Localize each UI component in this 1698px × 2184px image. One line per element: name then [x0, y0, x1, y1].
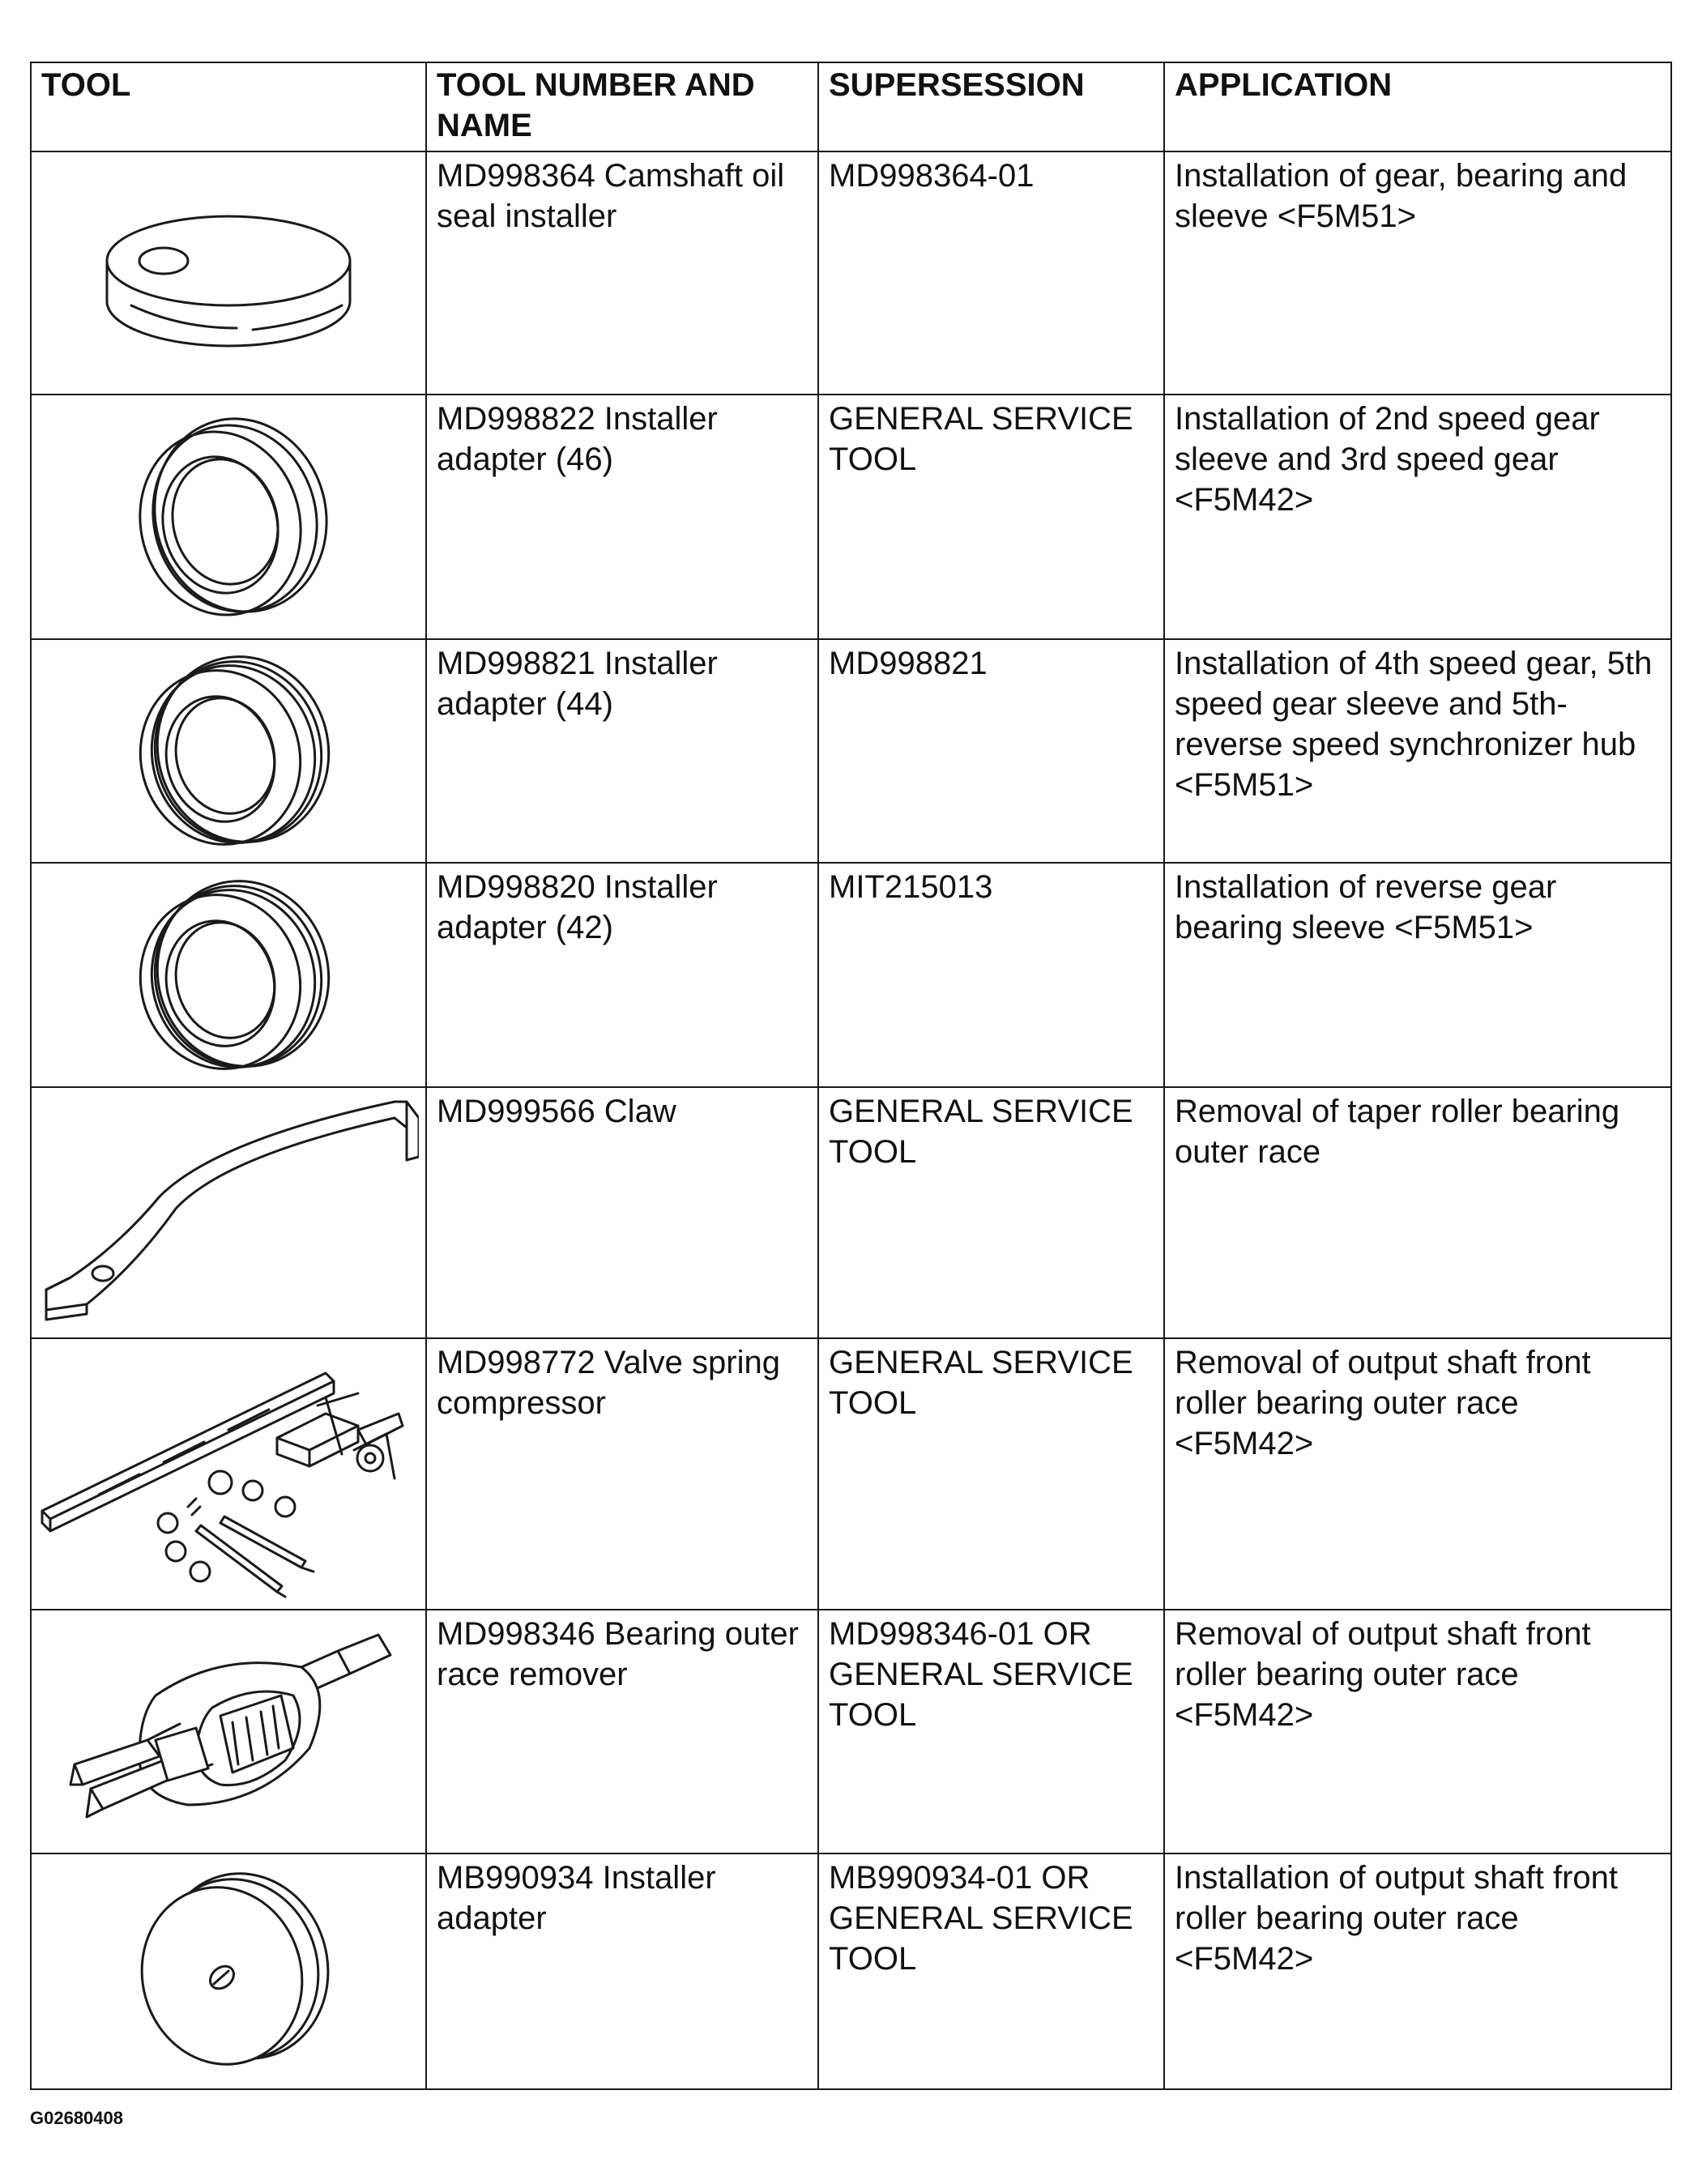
oil-seal-installer-icon: [83, 184, 374, 362]
header-tool-number-name: TOOL NUMBER AND NAME: [426, 62, 818, 151]
figure-id: G02680408: [30, 2108, 123, 2128]
table-row: [31, 639, 1671, 863]
application: Installation of 4th speed gear, 5th speed gear sleeve and 5th-reverse speed synchronizer hub <F5M51>: [1164, 639, 1671, 863]
header-application: APPLICATION: [1164, 62, 1671, 151]
tool-image-cell: [31, 1087, 426, 1338]
tool-number-name: MD998820 Installer adapter (42): [426, 863, 818, 1087]
tool-image-cell: [31, 395, 426, 639]
application: Installation of reverse gear bearing sleeve <F5M51>: [1164, 863, 1671, 1087]
valve-spring-compressor-icon: [34, 1349, 423, 1600]
installer-adapter-46-icon: [107, 403, 350, 630]
application: Removal of output shaft front roller bearing outer race <F5M42>: [1164, 1338, 1671, 1610]
table-row: [31, 1338, 1671, 1610]
supersession: MIT215013: [818, 863, 1164, 1087]
special-tools-table: [30, 62, 1672, 2090]
supersession: GENERAL SERVICE TOOL: [818, 1087, 1164, 1338]
table-row: [31, 395, 1671, 639]
header-row: [31, 62, 1671, 151]
table-row: [31, 1087, 1671, 1338]
supersession: MD998364-01: [818, 151, 1164, 395]
tool-number-name: MD998772 Valve spring compressor: [426, 1338, 818, 1610]
table-row: [31, 151, 1671, 395]
installer-adapter-42-icon: [107, 870, 350, 1081]
application: Installation of output shaft front roller bearing outer race <F5M42>: [1164, 1853, 1671, 2089]
tool-image-cell: [31, 1610, 426, 1853]
header-tool: TOOL: [31, 62, 426, 151]
header-supersession: SUPERSESSION: [818, 62, 1164, 151]
tool-number-name: MB990934 Installer adapter: [426, 1853, 818, 2089]
installer-adapter-icon: [107, 1862, 350, 2081]
table-row: [31, 863, 1671, 1087]
tool-image-cell: [31, 639, 426, 863]
application: Removal of taper roller bearing outer race: [1164, 1087, 1671, 1338]
tool-image-cell: [31, 863, 426, 1087]
tool-number-name: MD998364 Camshaft oil seal installer: [426, 151, 818, 395]
application: Removal of output shaft front roller bearing outer race <F5M42>: [1164, 1610, 1671, 1853]
supersession: MD998821: [818, 639, 1164, 863]
application: Installation of 2nd speed gear sleeve and 3rd speed gear <F5M42>: [1164, 395, 1671, 639]
tool-number-name: MD999566 Claw: [426, 1087, 818, 1338]
supersession: GENERAL SERVICE TOOL: [818, 1338, 1164, 1610]
table-row: [31, 1610, 1671, 1853]
application: Installation of gear, bearing and sleeve <F5M51>: [1164, 151, 1671, 395]
tool-image-cell: [31, 151, 426, 395]
supersession: GENERAL SERVICE TOOL: [818, 395, 1164, 639]
tool-image-cell: [31, 1338, 426, 1610]
supersession: MB990934-01 OR GENERAL SERVICE TOOL: [818, 1853, 1164, 2089]
installer-adapter-44-icon: [107, 646, 350, 856]
tool-number-name: MD998822 Installer adapter (46): [426, 395, 818, 639]
tool-number-name: MD998821 Installer adapter (44): [426, 639, 818, 863]
claw-icon: [38, 1095, 419, 1330]
supersession: MD998346-01 OR GENERAL SERVICE TOOL: [818, 1610, 1164, 1853]
tool-number-name: MD998346 Bearing outer race remover: [426, 1610, 818, 1853]
tool-image-cell: [31, 1853, 426, 2089]
table-row: [31, 1853, 1671, 2089]
bearing-outer-race-remover-icon: [58, 1619, 399, 1845]
